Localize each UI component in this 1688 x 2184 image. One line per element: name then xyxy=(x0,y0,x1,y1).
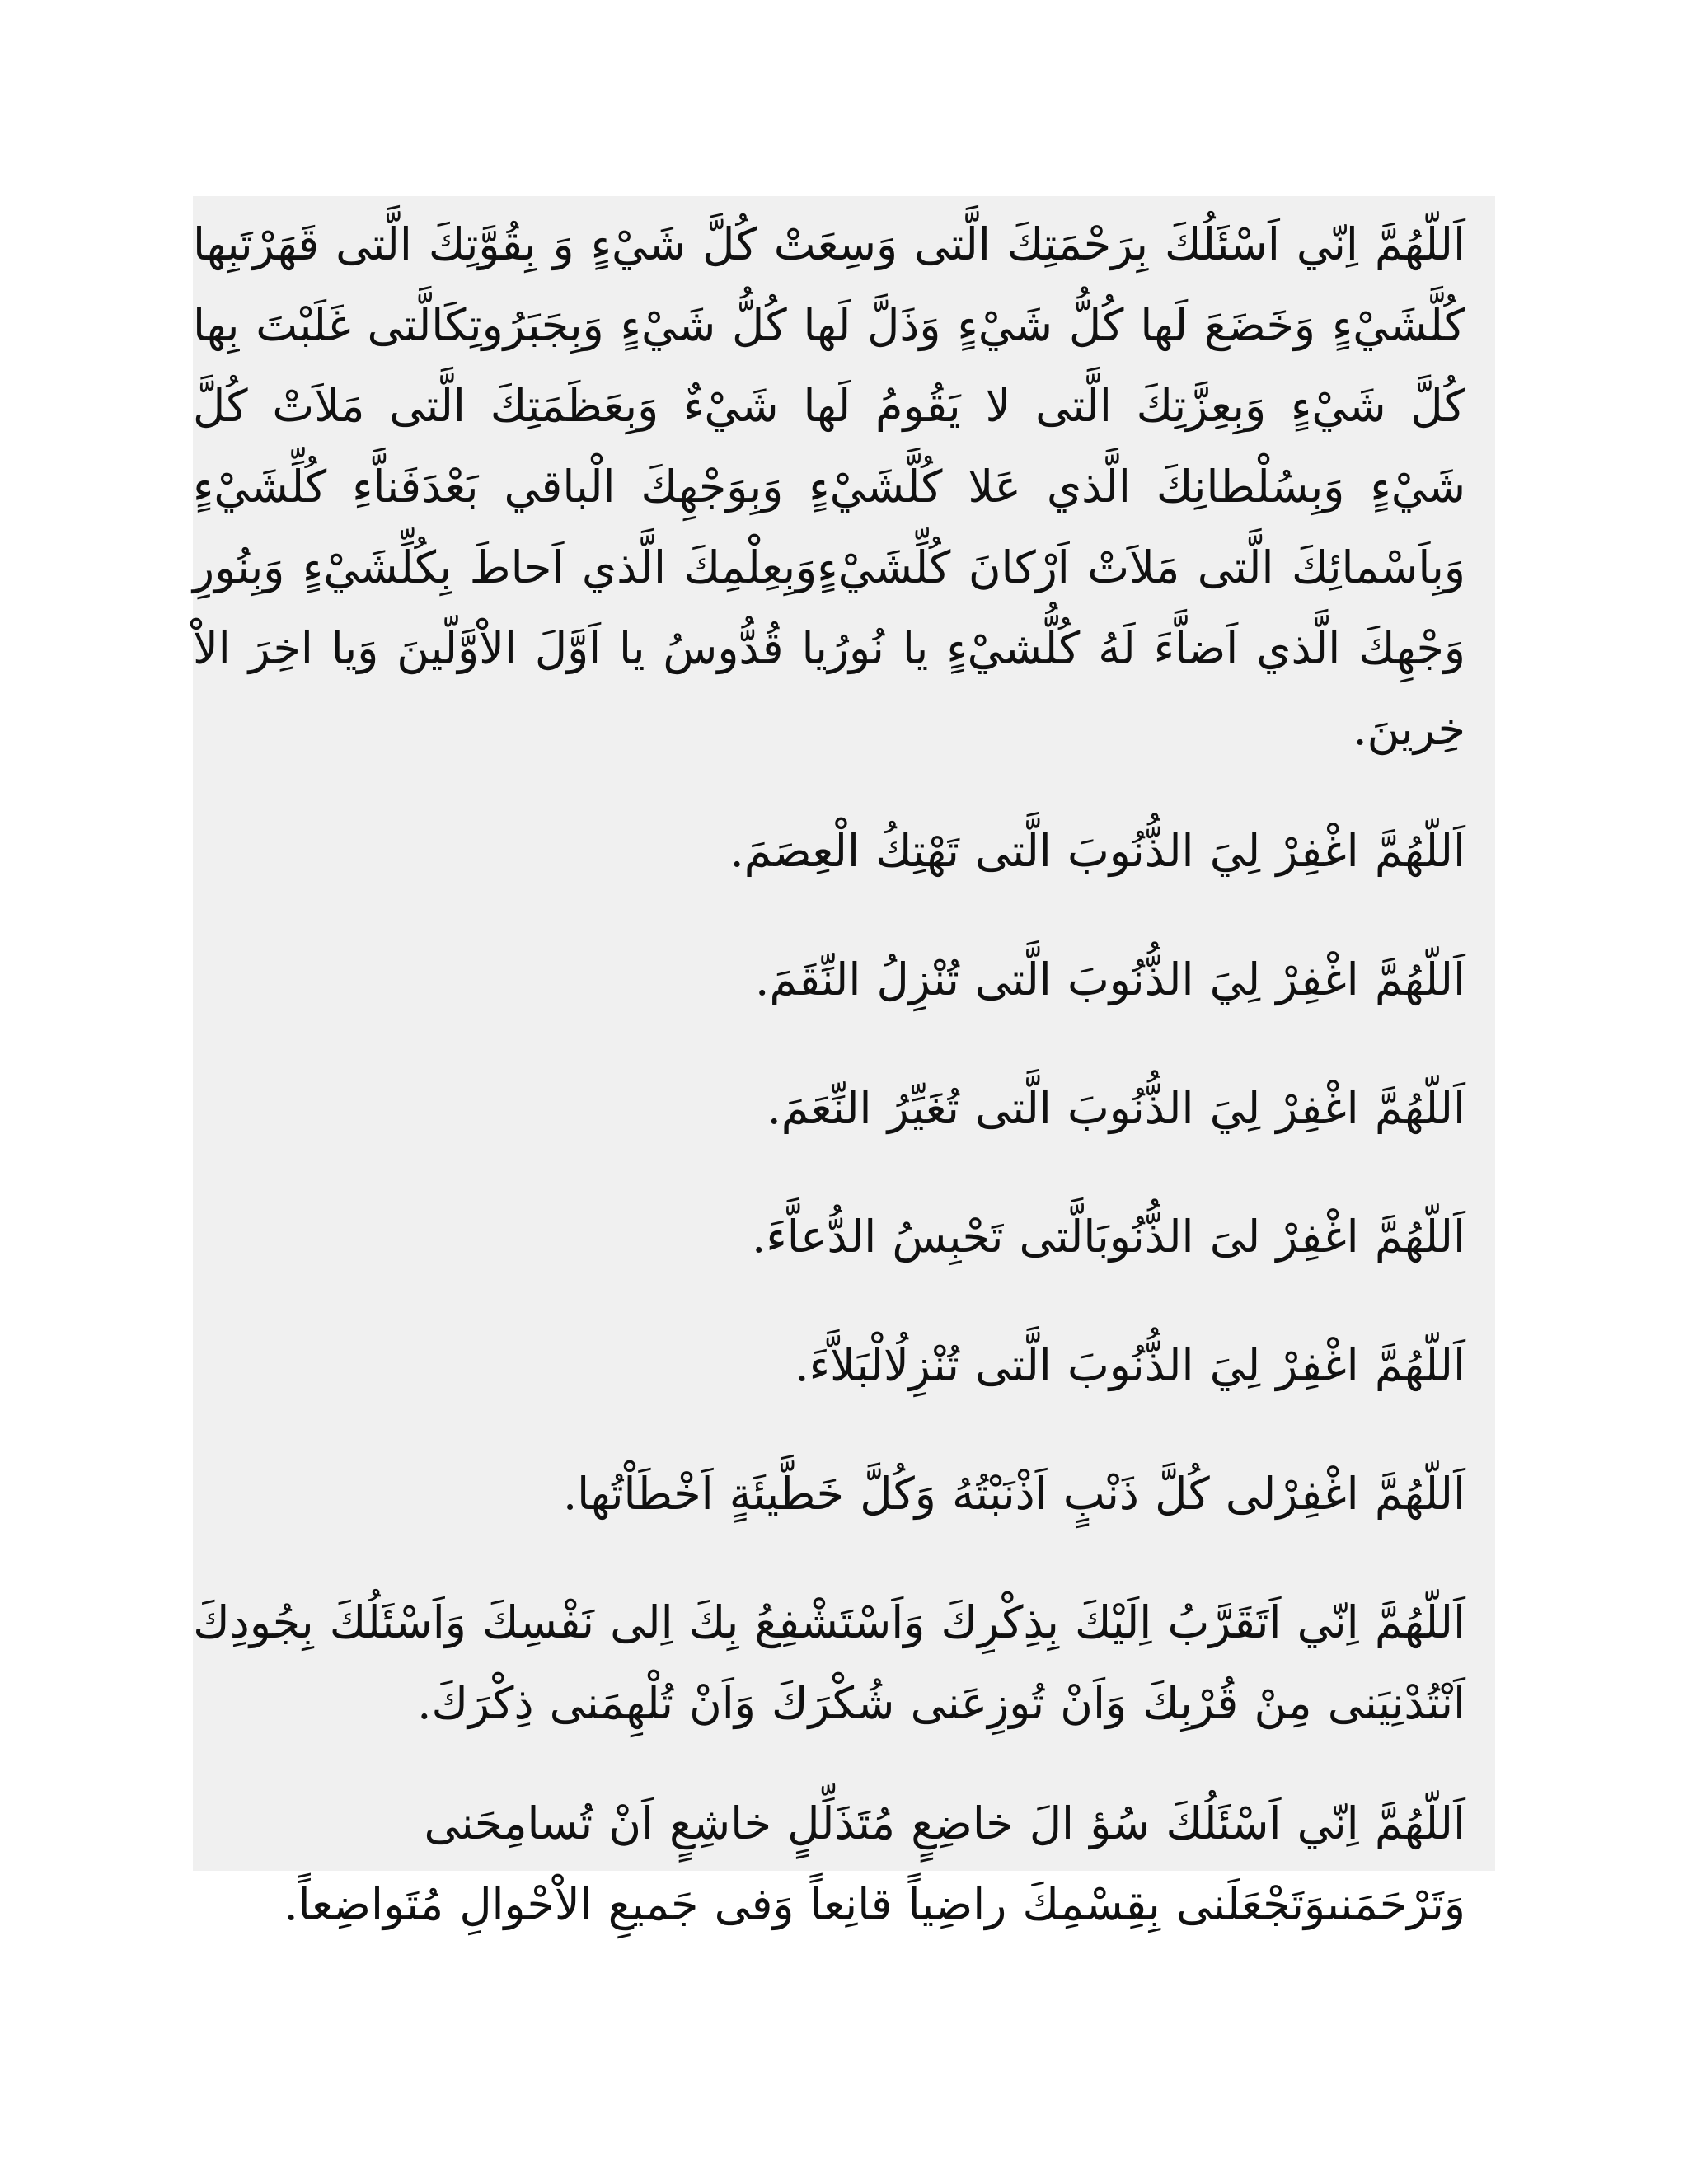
paragraph-8: اَللّهُمَّ اِنّي اَسْئَلُكَ سُؤ الَ خاضِعٍ مُتَذَلِّلٍ خاشِعٍ اَنْ تُسامِحَنى وَتَرْحَمَنىوَتَجْعَلَنى بِقِسْمِكَ راضِياً قانِعاً وَفى جَميعِ الاْحْوالِ مُتَواضِعاً. xyxy=(284,1797,1465,1930)
paragraph-line-4: اَللّهُمَّ اغْفِرْ لىَ الذُّنُوبَالَّتى تَحْبِسُ الدُّعاَّءَ. xyxy=(752,1211,1465,1263)
prayer-text-block xyxy=(193,196,1495,1930)
paragraph-line-6: اَللّهُمَّ اغْفِرْلى كُلَّ ذَنْبٍ اَذْنَبْتُهُ وَكُلَّ خَطَّيئَةٍ اَخْطَاْتُها. xyxy=(562,1468,1465,1520)
paragraph-line-3: اَللّهُمَّ اغْفِرْ لِيَ الذُّنُوبَ الَّتى تُغَيِّرُ النِّعَمَ. xyxy=(767,1082,1465,1134)
paragraph-intro: اَللّهُمَّ اِنّي اَسْئَلُكَ بِرَحْمَتِكَ الَّتى وَسِعَتْ كُلَّ شَيْءٍ وَ بِقُوَّتِكَ الَّتى قَهَرْتَبِها كُلَّشَيْءٍ وَخَضَعَ لَها كُلُّ شَيْءٍ وَذَلَّ لَها كُلُّ شَيْءٍ وَبِجَبَرُوتِكَالَّتى غَلَبْتَ بِها كُلَّ شَيْءٍ وَبِعِزَّتِكَ الَّتى لا يَقُومُ لَها شَيْءٌ وَبِعَظَمَتِكَ الَّتى مَلاَتْ كُلَّ شَيْءٍ وَبِسُلْطانِكَ الَّذي عَلا كُلَّشَيْءٍ وَبِوَجْهِكَ الْباقي بَعْدَفَناَّءِ كُلِّشَيْءٍ وَبِاَسْمائِكَ الَّتى مَلاَتْ اَرْكانَ كُلِّشَيْءٍوَبِعِلْمِكَ الَّذي اَحاطَ بِكُلِّشَيْءٍ وَبِنُورِ وَجْهِكَ الَّذي اَضاَّءَ لَهُ كُلُّشيْءٍ يا نُورُيا قُدُّوسُ يا اَوَّلَ الاْوَّلّينَ وَيا اخِرَ الاْ خِرينَ. xyxy=(193,218,1465,755)
paragraph-line-5: اَللّهُمَّ اغْفِرْ لِيَ الذُّنُوبَ الَّتى تُنْزِلُالْبَلاَّءَ. xyxy=(795,1339,1465,1391)
paragraph-line-1: اَللّهُمَّ اغْفِرْ لِيَ الذُّنُوبَ الَّتى تَهْتِكُ الْعِصَمَ. xyxy=(729,825,1465,877)
paragraph-line-2: اَللّهُمَّ اغْفِرْ لِيَ الذُّنُوبَ الَّتى تُنْزِلُ النِّقَمَ. xyxy=(755,954,1465,1005)
paragraph-7: اَللّهُمَّ اِنّي اَتَقَرَّبُ اِلَيْكَ بِذِكْرِكَ وَاَسْتَشْفِعُ بِكَ اِلى نَفْسِكَ وَاَسْئَلُكَ بِجُودِكَ اَنْتُدْنِيَنى مِنْ قُرْبِكَ وَاَنْ تُوزِعَنى شُكْرَكَ وَاَنْ تُلْهِمَنى ذِكْرَكَ. xyxy=(193,1596,1465,1729)
